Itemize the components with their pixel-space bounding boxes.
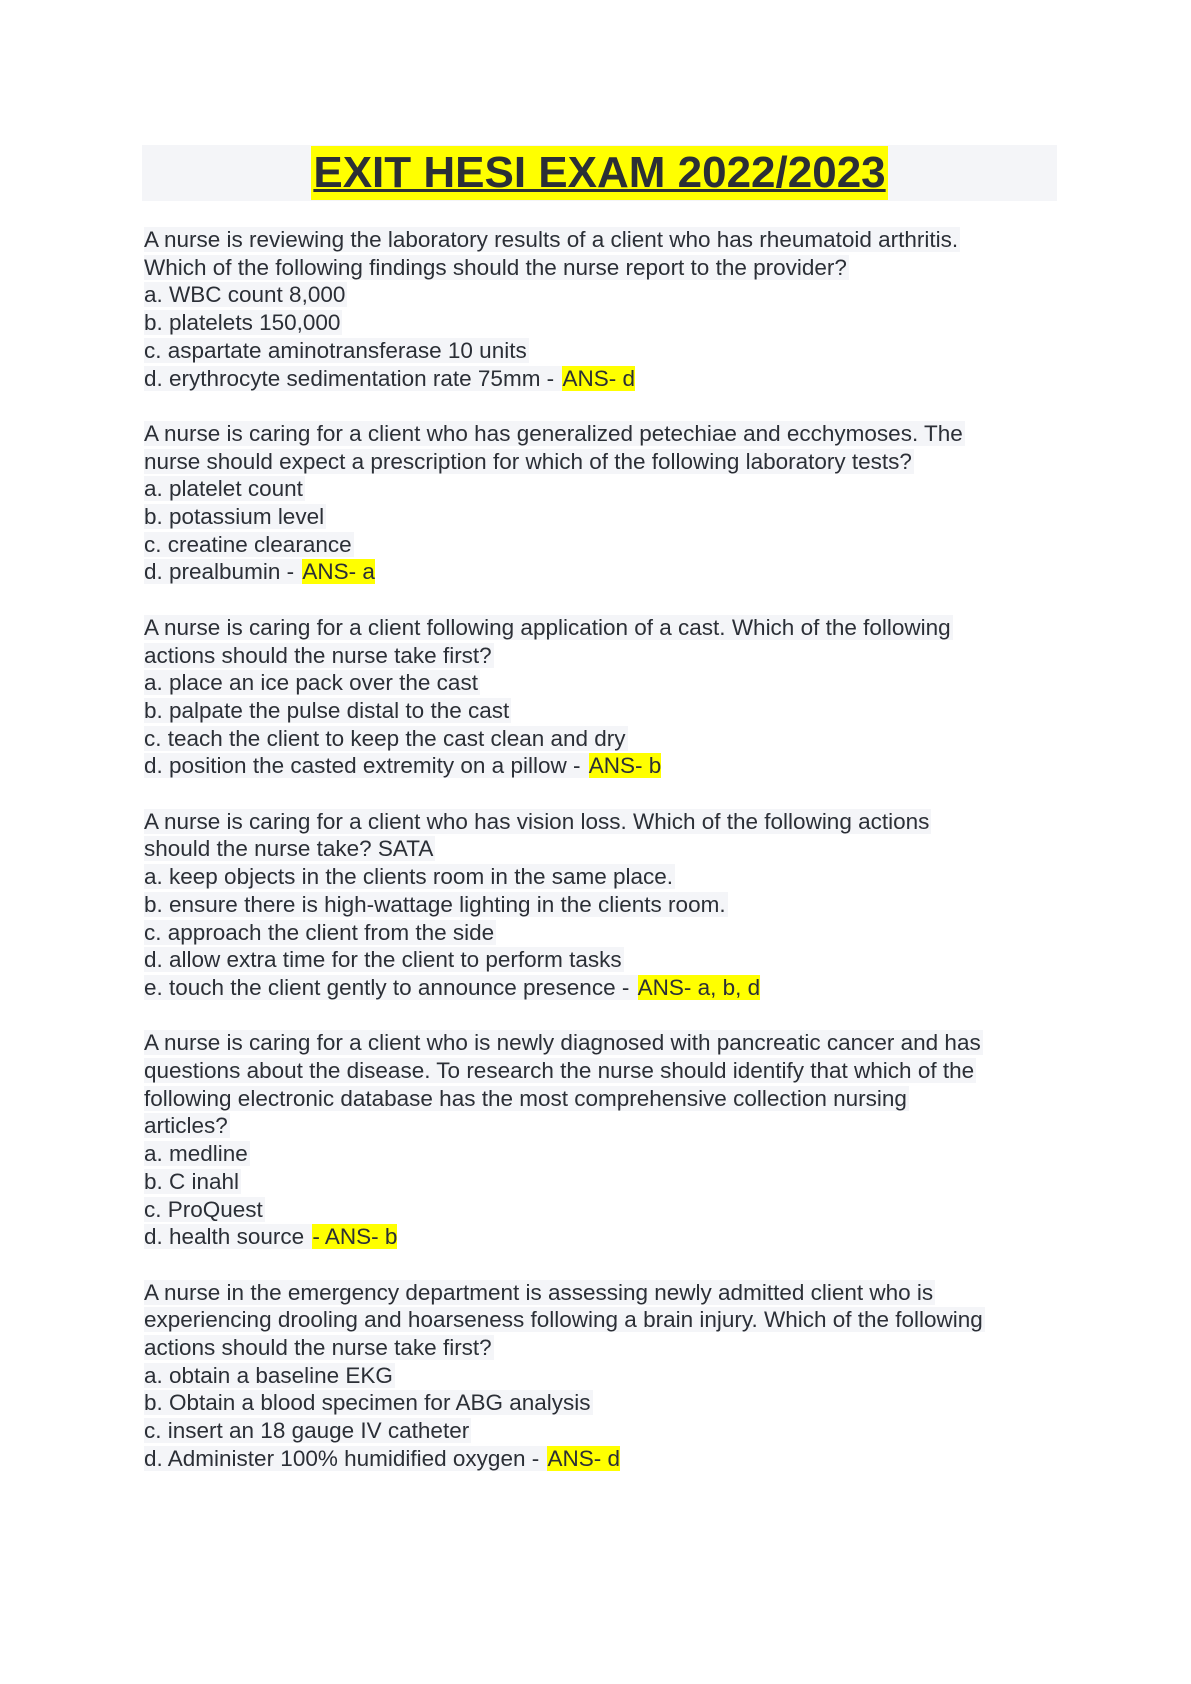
answer-key-highlight: - ANS- b	[312, 1224, 398, 1250]
question-stem-line: nurse should expect a prescription for which of the following laboratory tests?	[144, 448, 912, 474]
answer-option: a. platelet count	[144, 476, 303, 502]
answer-key-highlight: ANS- a	[302, 559, 375, 585]
question-block	[144, 808, 1064, 1002]
question-stem-line: actions should the nurse take first?	[144, 1335, 492, 1361]
answer-option: c. aspartate aminotransferase 10 units	[144, 337, 527, 363]
question-stem-line: following electronic database has the most comprehensive collection nursing	[144, 1085, 907, 1111]
question-stem-line: actions should the nurse take first?	[144, 642, 492, 668]
answer-option: d. erythrocyte sedimentation rate 75mm -	[144, 365, 561, 391]
answer-option: b. platelets 150,000	[144, 310, 341, 336]
question-block	[144, 420, 1064, 586]
question-stem-line: should the nurse take? SATA	[144, 836, 434, 862]
answer-option: c. teach the client to keep the cast clean and dry	[144, 725, 626, 751]
answer-option: b. C inahl	[144, 1168, 240, 1194]
answer-option: d. allow extra time for the client to perform tasks	[144, 947, 622, 973]
answer-option: b. palpate the pulse distal to the cast	[144, 697, 510, 723]
answer-option: b. potassium level	[144, 504, 325, 530]
answer-option: c. approach the client from the side	[144, 919, 495, 945]
question-stem-line: A nurse is reviewing the laboratory results of a client who has rheumatoid arthritis.	[144, 227, 959, 252]
answer-option: d. health source	[144, 1224, 311, 1250]
answer-key-highlight: ANS- d	[562, 365, 635, 391]
answer-key-highlight: ANS- b	[588, 753, 662, 779]
title-band	[142, 145, 1057, 201]
answer-option: c. insert an 18 gauge IV catheter	[144, 1418, 470, 1444]
answer-option: b. Obtain a blood specimen for ABG analysis	[144, 1390, 591, 1416]
answer-option: c. ProQuest	[144, 1196, 263, 1222]
question-stem-line: articles?	[144, 1113, 228, 1139]
answer-option: d. Administer 100% humidified oxygen -	[144, 1445, 546, 1471]
answer-option: e. touch the client gently to announce presence -	[144, 974, 636, 1000]
question-stem-line: A nurse is caring for a client who is newly diagnosed with pancreatic cancer and has	[144, 1030, 981, 1056]
question-stem-line: A nurse in the emergency department is assessing newly admitted client who is	[144, 1279, 934, 1305]
question-block	[144, 614, 1064, 780]
answer-option: a. medline	[144, 1141, 248, 1167]
answer-option: d. prealbumin -	[144, 559, 301, 585]
answer-key-highlight: ANS- a, b, d	[637, 974, 761, 1000]
question-stem-line: Which of the following findings should the nurse report to the provider?	[144, 254, 847, 280]
question-stem-line: A nurse is caring for a client who has vision loss. Which of the following actions	[144, 808, 930, 834]
question-block	[144, 1029, 1064, 1251]
question-stem-line: experiencing drooling and hoarseness following a brain injury. Which of the following	[144, 1307, 983, 1333]
answer-option: c. creatine clearance	[144, 531, 352, 557]
question-stem-line: questions about the disease. To research the nurse should identify that which of the	[144, 1058, 975, 1084]
answer-key-highlight: ANS- d	[547, 1445, 620, 1471]
question-block	[144, 1279, 1064, 1473]
answer-option: a. place an ice pack over the cast	[144, 670, 478, 696]
page-title: EXIT HESI EXAM 2022/2023	[311, 146, 887, 200]
question-block	[144, 226, 1064, 392]
answer-option: d. position the casted extremity on a pillow -	[144, 753, 587, 779]
answer-option: a. keep objects in the clients room in the same place.	[144, 864, 674, 890]
question-stem-line: A nurse is caring for a client following application of a cast. Which of the following	[144, 614, 951, 640]
question-stem-line: A nurse is caring for a client who has generalized petechiae and ecchymoses. The	[144, 420, 963, 446]
question-list	[144, 226, 1064, 1500]
answer-option: a. WBC count 8,000	[144, 282, 346, 308]
answer-option: b. ensure there is high-wattage lighting in the clients room.	[144, 891, 726, 917]
answer-option: a. obtain a baseline EKG	[144, 1362, 393, 1388]
